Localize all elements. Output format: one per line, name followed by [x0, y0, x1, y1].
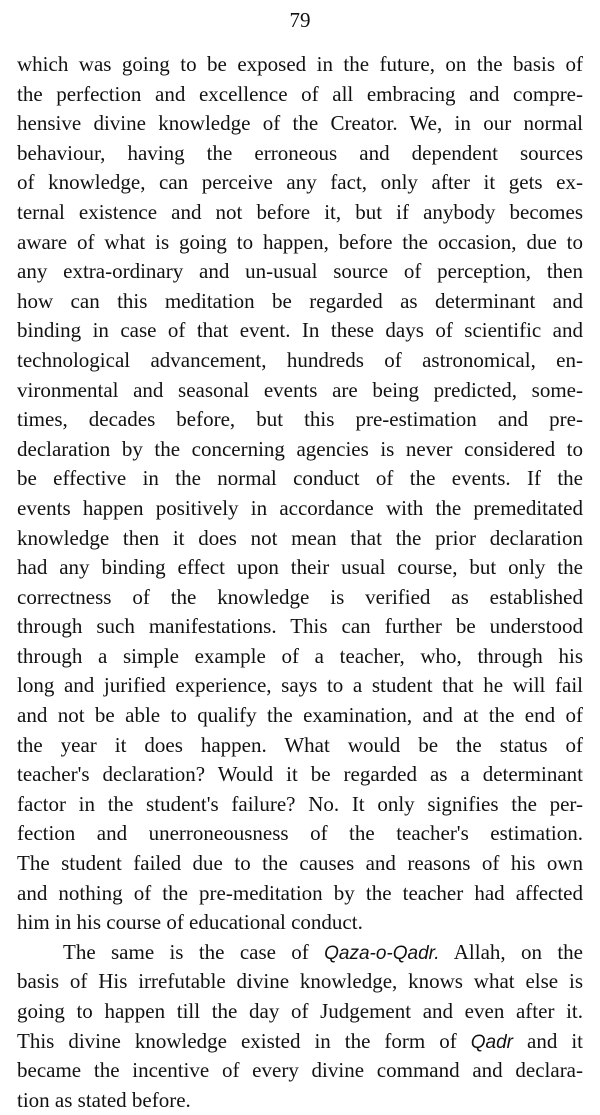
text-line: him in his course of educational conduct. [17, 910, 363, 935]
text-fragment: and it [513, 1028, 583, 1053]
text-fragment: This divine knowledge existed in the form of [17, 1028, 471, 1053]
text-line: of knowledge, can perceive any fact, only after it gets ex- [17, 170, 583, 195]
term-qadr: Qadr [470, 1031, 513, 1053]
text-line: ternal existence and not before it, but if anybody becomes [17, 199, 583, 224]
text-line: tion as stated before. [17, 1087, 191, 1112]
text-line: the year it does happen. What would be the status of [17, 732, 583, 757]
text-line: aware of what is going to happen, before the occasion, due to [17, 229, 583, 254]
text-line: behaviour, having the erroneous and dependent sources [17, 140, 583, 165]
text-line: events happen positively in accordance with the premeditated [17, 495, 583, 520]
text-line: times, decades before, but this pre-estimation and pre- [17, 407, 583, 432]
text-line: teacher's declaration? Would it be regarded as a determinant [17, 762, 583, 787]
body-text [17, 50, 583, 1115]
text-line: be effective in the normal conduct of the events. If the [17, 466, 583, 491]
text-line: how can this meditation be regarded as determinant and [17, 288, 583, 313]
paragraph-1 [17, 50, 583, 938]
text-fragment: Allah, on the [439, 939, 583, 964]
text-line: binding in case of that event. In these days of scientific and [17, 318, 583, 343]
text-line: fection and unerroneousness of the teacher's estimation. [17, 821, 583, 846]
text-line: declaration by the concerning agencies is never considered to [17, 436, 583, 461]
text-line: through a simple example of a teacher, who, through his [17, 643, 583, 668]
text-line: knowledge then it does not mean that the prior declaration [17, 525, 583, 550]
text-line: through such manifestations. This can further be understood [17, 614, 583, 639]
page-number: 79 [289, 8, 311, 32]
text-fragment: The same is the case of [63, 939, 325, 964]
term-qaza-o-qadr: Qaza-o-Qadr. [324, 942, 440, 964]
text-line: basis of His irrefutable divine knowledge, knows what else is [17, 969, 583, 994]
text-line: going to happen till the day of Judgement and even after it. [17, 999, 583, 1023]
text-line: correctness of the knowledge is verified as established [17, 584, 583, 609]
paragraph-2 [17, 938, 583, 1115]
text-line: and nothing of the pre-meditation by the teacher had affected [17, 880, 583, 905]
text-line: the perfection and excellence of all embracing and compre- [17, 81, 583, 106]
text-line [17, 938, 583, 968]
text-line: technological advancement, hundreds of astronomical, en- [17, 347, 583, 372]
text-line: became the incentive of every divine command and declara- [17, 1058, 583, 1083]
text-line: factor in the student's failure? No. It only signifies the per- [17, 791, 583, 816]
text-line: long and jurified experience, says to a student that he will fail [17, 673, 583, 698]
text-line: hensive divine knowledge of the Creator. We, in our normal [17, 111, 583, 136]
text-line: and not be able to qualify the examination, and at the end of [17, 703, 583, 728]
text-line: had any binding effect upon their usual course, but only the [17, 555, 583, 580]
text-line: which was going to be exposed in the future, on the basis of [17, 52, 583, 76]
text-line: The student failed due to the causes and reasons of his own [17, 851, 583, 876]
text-line: vironmental and seasonal events are being predicted, some- [17, 377, 583, 402]
text-line [17, 1027, 583, 1057]
text-line: any extra-ordinary and un-usual source of perception, then [17, 259, 583, 284]
